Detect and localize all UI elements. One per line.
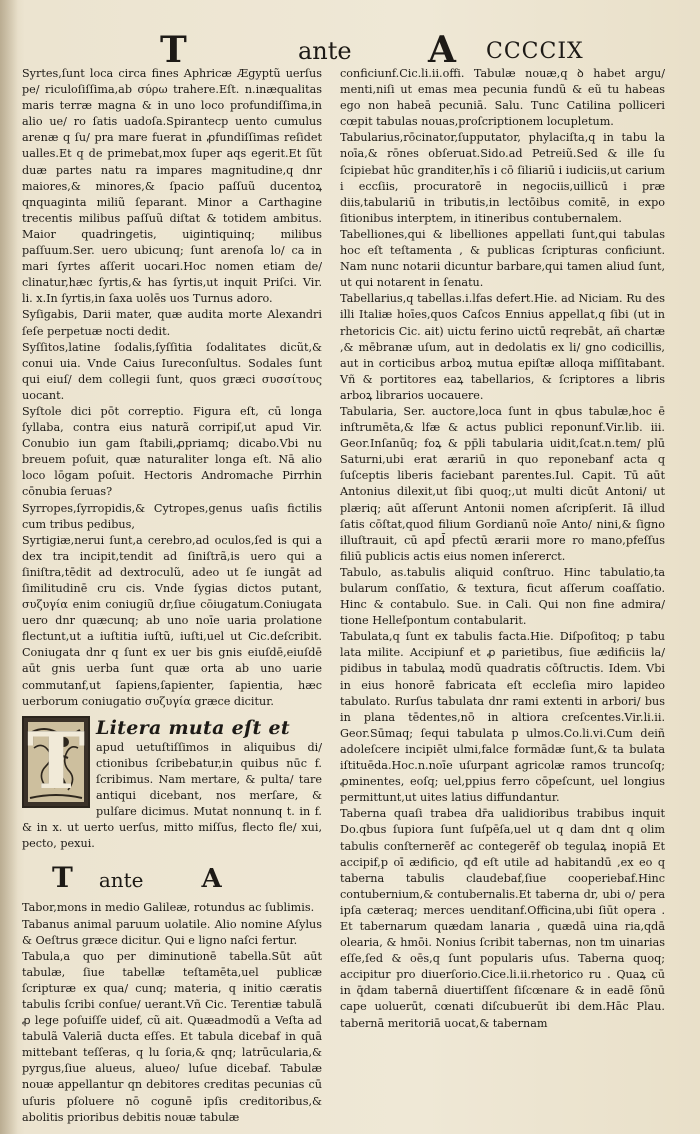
entry-tabellarius: Tabellarius,q tabellas.i.lfas defert.Hie. ad Niciam. Ru des illi Italiæ hoīes,quos Caſcos Ennius appellat,q ſibi (ut in rhetoricis Cic. ait) uictu ferino uictū reqrebāt, añ chartæ ,& mēbranæ uſum, aut in dedolatis ex li/ gno codicillis, aut in corticibus arboꝝ mutua epiſtæ alloqa miſſitabant. Vñ & portitores eaꝝ tabellarios, & ſcriptores a libris arboꝝ librarios uocauere. [340, 292, 665, 402]
entry-tabanus: Tabanus animal paruum uolatile. Alio nomine Aſylus & Oeſtrus græce dicitur. Qui e ligno naſci fertur. [22, 917, 322, 947]
entry-sysigabis: Syſigabis, Darii mater, quæ audita morte Alexandri ſeſe perpetuæ nocti dedit. [22, 308, 322, 338]
right-column [340, 66, 665, 1032]
left-column [22, 66, 322, 1126]
entry-syrtigiae: Syrtigiæ,nerui ſunt,a cerebro,ad oculos,ſed is qui a dex tra incipit,tendit ad ſiniſtrã,is uero qui a ſiniſtra,tēdit ad dextroculũ, adeo ut ſe iungāt ad ſimilitudinē cru cis. Vnde ſygias dictos putant, συζυγία enim coniugiũ dr,ſiue cōiugatum.Coniugata uero dnr quæcunq; ab uno noīe uaria prolatione flectunt,ut a iuſtitia iuſtũ, iuſti,uel ut Cic.deſcribit. Coniugata dnr q ſunt ex uer bis gnis eiuſdē,eiuſdē aūt gnis uerba ſunt quæ orta ab uno uarie commutanf,ut ſapiens,ſapienter, ſapientia, hæc uerborum coniugatio συζυγία græce dicitur. [22, 533, 322, 708]
initial-text: apud uetuſtiſſimos in aliquibus di/ ctionibus ſcribebatur,in quibus nūc f. ſcribimus. Nam mertare, & pulta/ tare antiqui dicebant, nos merſare, & pulſare dicimus. Mutat nonnunq t. in f. & in x. ut uerto uerſus, mitto miſſus, flecto fle/ xui, pecto, pexui. [22, 740, 322, 851]
entry-tabulata: Tabulata,q ſunt ex tabulis facta.Hie. Diſpoſitoq; p tabu lata milite. Accipiunf et ꝓ parietibus, ſiue ædificiis la/ pidibus in tabulaꝝ modũ quadratis cōſtructis. Idem. Vbi in eius honorē fabricata eſt eccleſia miro lapideo tabulato. Rurſus tabulata dnr rami extenti in arbori/ bus in plana tēdentes,nō in altiora creſcentes.Vir.li.ii. Geor.Sūmaq; ſequi tabulata p ulmos.Co.li.vi.Cum deiñ adoleſcere incipiēt ulmi,falce formādæ ſunt,& ta bulata iſtituēda.Hoc.n.noīe uſurpant agricolæ ramos truncoſq; ꝓminentes, eoſq; uel,ppius ferro cōpeſcunt, uel longius permittunt,ut uites latius diffundantur. [340, 630, 665, 805]
header-word: ante [298, 37, 352, 65]
subheader-word: ante [98, 868, 144, 893]
entry-tabularia: Tabularia, Ser. auctore,loca ſunt in qbus tabulæ,hoc ē inſtrumēta,& lfæ & actus publici reponunf.Vir.lib. iii. Geor.Inſanūq; foꝝ & pp̄li tabularia uidit,ſcat.n.tem/ plū Saturni,ubi erat ærariū in quo reponebanf acta q ſuſceptis liberis faciebant parentes.Iul. Capit. Tū aūt Antonius dilexit,ut ſibi quoq;,ut multi dicūt Antoni/ ut plæriq; aūt aſſerunt Antonii nomen aſcripſerit. Iā illud ſatis cōſtat,quod filium Gordianū noīe Anto/ nini,& ſigno illuſtrauit, cū apd̄ pfectū ærarii more ro mano,pfeſſus filiū publicis actis eius nomen inſererct. [340, 404, 665, 563]
entry-syrropes: Syrropes,ſyrropidis,& Cytropes,genus uaſis fictilis cum tribus pedibus, [22, 501, 322, 531]
entry-tabulo: Tabulo, as.tabulis aliquid conſtruo. Hinc tabulatio,ta bularum conſſatio, & textura, ficut aſſerum coaſſatio. Hinc & contabulo. Sue. in Cali. Qui non fine admira/ tione Helleſpontum contabularit. [340, 565, 665, 628]
subheader-blackletter-t: T [52, 861, 73, 895]
entry-taberna: Taberna quaſi trabea dr̄a ualidioribus trabibus inquit Do.qbus ſupiora ſunt ſuſpēſa,uel ut q dam dnt q olim tabulis conſternerēf ac contegerēf ob tegulaꝝ inopiā Et accipif,p oī ædificio, qđ eſt utile ad habitandū ,ex eo q taberna tabulis claudebaf,ſiue cooperiebaf.Hinc contubernium,& contubernalis.Et taberna dr, ubi o/ pera ipſa cæteraq; merces uenditanf.Officina,ubi ſiūt opera . Et tabernarum quædam lanaria , quædā uina ria,qdā olearia, & hmōi. Nonius ſcribit tabernas, non tm uinarias eſſe,ſed & oēs,q ſunt popularis uſus. Taberna quoq; accipitur pro diuerſorio.Cice.li.ii.rhetorico ru . Quaꝝ cū in q̄dam tabernā diuertiſſent ſiſcœnare & in eadē ſōnū cape uoluerūt, cœnati diſcubuerūt ibi dem.Hāc Plau. tabernā meritoriā uocat,& tabernam [340, 807, 665, 1030]
entry-conficiunt: conficiunf.Cic.li.ii.offi. Tabulæ nouæ,q ꝺ habet argu/ menti,niſi ut emas mea pecunia fundũ & eũ tu habeas ego non habeā pecuniā. Salu. Tunc Catilina polliceri cœpit tabulas nouas,proſcriptionem locupletum. [340, 67, 665, 129]
subheader-letter: A [201, 864, 222, 895]
entry-systole: Syſtole dici pōt correptio. Figura eſt, cū longa ſyllaba, contra eius naturã corripiſ,ut apud Vir. Conubio iun gam ſtabili,ꝓpriamq; dicabo.Vbi nu breuem poſuit, quæ naturaliter longa eſt. Nā alio loco lōgam poſuit. Hectoris Andromache Pirrhin cōnubia ſeruas? [22, 404, 322, 499]
entry-syrtes: Syrtes,ſunt loca circa fines Aphricæ Ægyptũ uerſus pe/ riculoſiſſima,ab σύρω trahere.Eſt. n.inæqualitas maris terræ magna & in uno loco profundiſſima,in alio ue/ ro ſatis uadoſa.Spirantecp uento cumulus arenæ q ſu/ pra mare fuerat in ꝓfundiſſimas reſidet ualles.Et q de primebat,mox ſuper aqs egerit.Et ſũt duæ partes natu ra impares magnitudine,q dnr maiores,& minores,& ſpacio paſſuũ ducentoꝝ qnquaginta miliũ ſeparant. Minor a Carthagine trecentis milibus paſſuũ diſtat & totidem ambitus. Maior quadringetis, uigintiquinq; milibus paſſuum.Ser. uero ubicunq; ſunt arenoſa lo/ ca in mari ſyrtes aſſerit uocari.Hoc nomen etiam de/ clinatur,hæc ſyrtis,& has ſyrtis,ut inquit Priſci. Vir. li. x.In ſyrtis,in ſaxa uolēs uos Turnus adoro. [22, 67, 322, 306]
entry-tabelliones: Tabelliones,qui & libelliones appellati ſunt,qui tabulas hoc eſt teſtamenta , & publicas ſcripturas conficiunt. Nam nunc notarii dicuntur barbare,qui tamen aliud ſunt, ut qui notarent in ſenatu. [340, 227, 665, 290]
section-subheader [52, 861, 322, 895]
binding-shadow [0, 0, 18, 1134]
woodcut-initial [22, 716, 90, 808]
entry-tabularius: Tabularius,rōcinator,ſupputator, phylaciſta,q in tabu la noīa,& rōnes obſeruat.Sido.ad Petreiũ.Sed & ille ſu ſcipiebat hūc granditer,hīs i cō ſiliariū i iudiciis,ut carium i eccſiis, procuratorē in negociis,uillicū i præ diis,tabulariū in tributis,in lectōibus comitē, in expo ſitionibus interptem, in itineribus contubernalem. [340, 131, 665, 225]
initial-heading: Litera muta eſt et [96, 716, 290, 739]
running-header [0, 30, 700, 70]
header-blackletter-t: T [160, 29, 187, 71]
initial-letter: T [26, 715, 86, 807]
entry-tabula: Tabula,a quo per diminutionē tabella.Sūt aūt tabulæ, ſiue tabellæ teſtamēta,uel publicæ ſcripturæ ex qua/ cunq; materia, q initio cæratis tabulis ſcribi conſue/ uerant.Vñ Cic. Terentiæ tabulã ꝓ lege poſuiſſe uidef, cũ ait. Quæadmodũ a Veſta ad tabulã Valeriā ducta eſſes. Et tabula dicebaf in quā mittebant teſſeras, q lu ſoria,& qnq; latrūcularia,& pyrgus,ſiue alueus, alueo/ luſue dicebaf. Tabulæ nouæ appellantur qn debitores creditas pecunias cū uſuris pſoluere nō cogunē ipſis creditoribus,& abolitis prioribus debitis nouæ tabulæ [22, 949, 322, 1124]
header-letter: A [428, 29, 456, 71]
entry-syssitos: Syſſitos,latine ſodalis,ſyſſitia ſodalitates dicũt,& conui uia. Vnde Caius Iureconſultus. Sodales ſunt qui eiuſ/ dem collegii ſunt, quos græci συσσίτους uocant. [22, 340, 322, 402]
folio-number: CCCCIX [486, 39, 584, 64]
initial-section [22, 716, 322, 853]
entry-tabor: Tabor,mons in medio Galileæ, rotundus ac ſublimis. [22, 901, 315, 915]
